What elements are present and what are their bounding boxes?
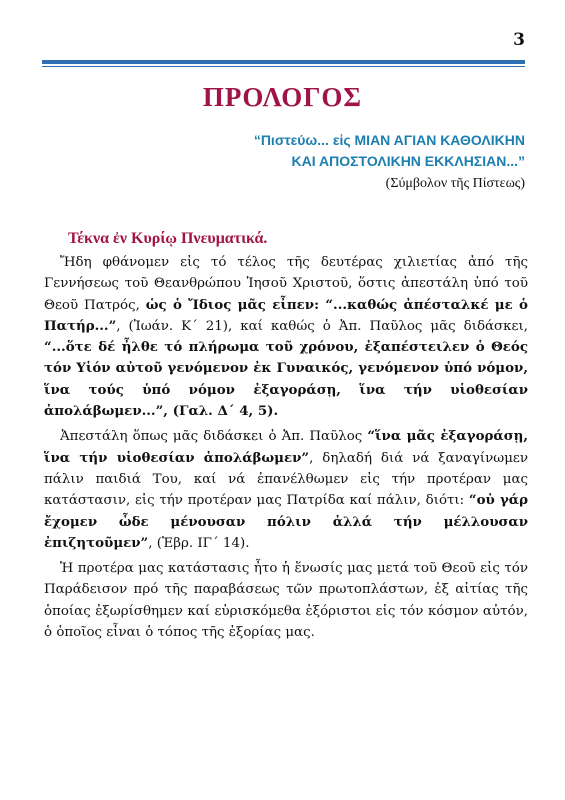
paragraph-2-bold-1: “ἵνα μᾶς ἐξαγοράσῃ, ἵνα τήν υἱοθεσίαν ἀπολάβωμεν” (44, 428, 528, 466)
paragraph-3 (44, 558, 528, 643)
greeting: Τέκνα ἐν Κυρίῳ Πνευματικά. (68, 230, 268, 247)
header-rule (42, 60, 525, 64)
epigraph-line-2: ΚΑΙ ΑΠΟΣΤΟΛΙΚΗΝ ΕΚΚΛΗΣΙΑΝ...” (291, 153, 525, 169)
epigraph (105, 130, 525, 172)
epigraph-line-1: “Πιστεύω... εἰς ΜΙΑΝ ΑΓΙΑΝ ΚΑΘΟΛΙΚΗΝ (253, 132, 525, 148)
body-text (44, 252, 528, 647)
page-title: ΠΡΟΛΟΓΟΣ (202, 82, 363, 112)
paragraph-2 (44, 426, 528, 554)
paragraph-1 (44, 252, 528, 422)
page-number: 3 (513, 30, 525, 50)
paragraph-2-bold-2: “οὐ γάρ ἔχομεν ὧδε μένουσαν πόλιν ἀλλά τήν μέλλουσαν ἐπιζητοῦμεν” (44, 492, 528, 551)
paragraph-2-text-1: Ἀπεστάλη ὅπως μᾶς διδάσκει ὁ Ἀπ. Παῦλος (60, 429, 368, 445)
paragraph-1-text-1: Ἤδη φθάνομεν εἰς τό τέλος τῆς δευτέρας χιλιετίας ἀπό τῆς Γεννήσεως τοῦ Θεανθρώπου Ἰησοῦ Χριστοῦ, ὅστις ἀπεστάλη ὑπό τοῦ Θεοῦ Πατρός, (44, 255, 528, 313)
paragraph-2-text-3: , (Ἑβρ. ΙΓ΄ 14). (148, 535, 250, 551)
paragraph-2-text-2: , δηλαδή διά νά ξαναγίνωμεν πάλιν παιδιά Του, καί νά ἐπανέλθωμεν εἰς τήν προτέραν μας κατάστασιν, εἰς τήν προτέραν μας Πατρίδα καί πάλιν, διότι: (44, 450, 528, 509)
header-rule-thin (42, 66, 525, 67)
paragraph-1-bold-2: “...ὅτε δέ ἦλθε τό πλήρωμα τοῦ χρόνου, ἐξαπέστειλεν ὁ Θεός τόν Υἱόν αὐτοῦ γενόμενον ἐκ Γυναικός, γενόμενον ὑπό νόμον, ἵνα τούς ὑπό νόμον ἐξαγοράσῃ, ἵνα τήν υἱοθεσίαν ἀπολάβωμεν...”, (Γαλ. Δ΄ 4, 5). (44, 339, 528, 420)
paragraph-1-bold-1: ὡς ὁ Ἴδιος μᾶς εἶπεν: “...καθώς ἀπέσταλκέ με ὁ Πατήρ...” (44, 296, 528, 334)
paragraph-1-text-2: , (Ἰωάν. Κ΄ 21), καί καθώς ὁ Ἀπ. Παῦλος μᾶς διδάσκει, (116, 318, 528, 334)
paragraph-3-text-1: Ἡ προτέρα μας κατάστασις ἦτο ἡ ἕνωσίς μας μετά τοῦ Θεοῦ εἰς τόν Παράδεισον πρό τῆς παραβάσεως τῶν πρωτοπλάστων, ἐξ αἰτίας τῆς ὁποίας ἐξωρίσθημεν καί εὑρισκόμεθα ἐξόριστοι εἰς τόν κόσμον αὐτόν, ὁ ὁποῖος εἶναι ὁ τόπος τῆς ἐξορίας μας. (44, 561, 528, 641)
epigraph-source: (Σύμβολον τῆς Πίστεως) (385, 176, 525, 191)
